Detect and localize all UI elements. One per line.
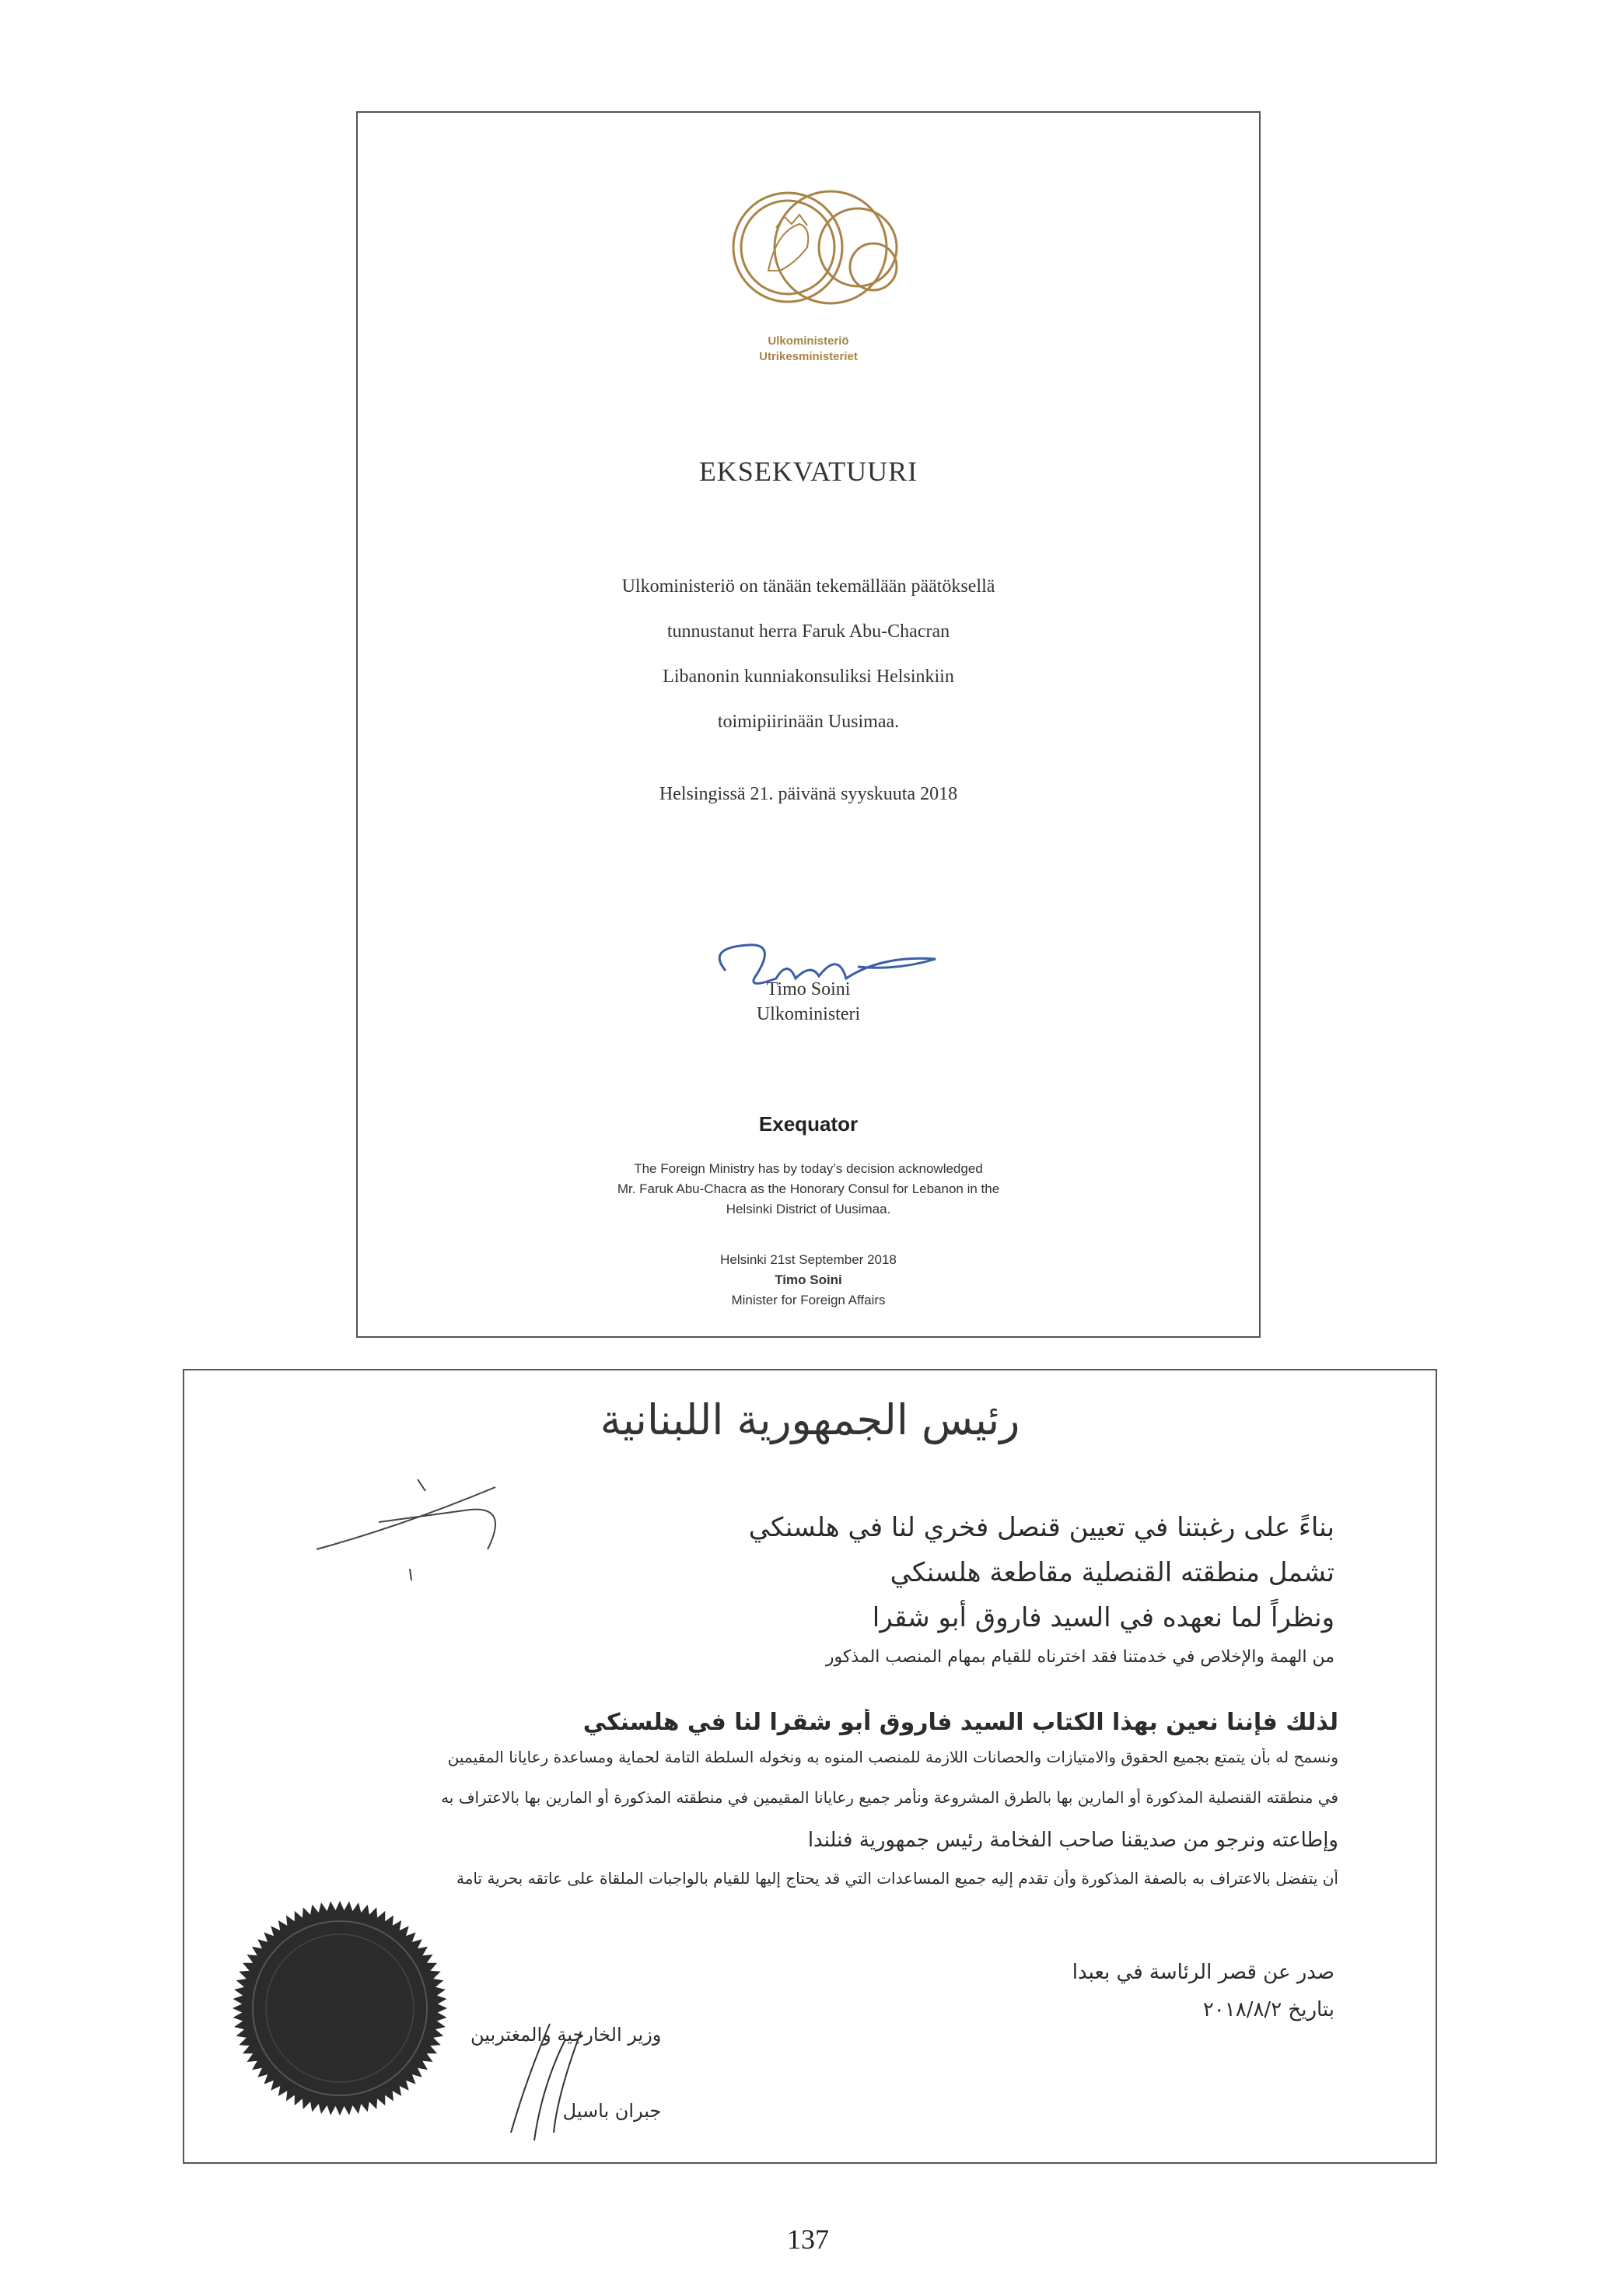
finnish-body-line: tunnustanut herra Faruk Abu-Chacran <box>666 621 950 642</box>
body-line: أن يتفضل بالاعتراف به بالصفة المذكورة وأن تقدم إليه جميع المساعدات التي قد يحتاج إليها للقيام بالواجبات الملقاة على عاتقه بحرية تامة <box>456 1869 1338 1888</box>
english-signatory-title: Minister for Foreign Affairs <box>731 1293 886 1307</box>
issued-block <box>1072 1954 1334 2028</box>
issued-place: صدر عن قصر الرئاسة في بعبدا <box>1072 1961 1334 1984</box>
body-line: وإطاعته ونرجو من صديقنا صاحب الفخامة رئيس جمهورية فنلندا <box>807 1829 1338 1852</box>
english-title: Exequator <box>758 1112 859 1136</box>
decree-intro <box>324 1512 1334 1685</box>
intro-line: من الهمة والإخلاص في خدمتنا فقد اخترناه للقيام بمهام المنصب المذكور <box>825 1647 1334 1667</box>
finnish-body-line: Libanonin kunniakonsuliksi Helsinkiin <box>663 667 954 687</box>
english-footer <box>358 1250 1259 1311</box>
finnish-date-line: Helsingissä 21. päivänä syyskuuta 2018 <box>659 784 958 804</box>
english-body-line: Mr. Faruk Abu-Chacra as the Honorary Consul for Lebanon in the <box>617 1181 1000 1196</box>
minister-name: جبران باسيل <box>562 2100 662 2122</box>
finnish-exequatur-panel <box>356 111 1261 1338</box>
english-signatory: Timo Soini <box>775 1272 842 1287</box>
ministry-name-sv: Utrikesministeriet <box>759 350 858 363</box>
english-body <box>358 1159 1259 1220</box>
body-line: لذلك فإننا نعين بهذا الكتاب السيد فاروق أبو شقرا لنا في هلسنكي <box>582 1709 1338 1736</box>
finnish-body <box>358 564 1259 744</box>
english-body-line: Helsinki District of Uusimaa. <box>726 1202 891 1216</box>
body-line: ونسمح له بأن يتمتع بجميع الحقوق والامتيازات والحصانات اللازمة للمنصب المنوه به ونخوله السلطة التامة لحماية ومساعدة رعايانا المقيمين <box>447 1748 1338 1766</box>
intro-line: ونظراً لما نعهده في السيد فاروق أبو شقرا <box>872 1602 1334 1633</box>
official-seal-icon <box>231 1899 449 2117</box>
ministry-name-fi: Ulkoministeriö <box>768 334 849 348</box>
intro-line: تشمل منطقته القنصلية مقاطعة هلسنكي <box>890 1557 1334 1588</box>
signatory-name: Timo Soini <box>766 979 851 999</box>
minister-signature-arabic <box>464 2008 666 2148</box>
decree-body <box>243 1709 1338 1909</box>
issued-date: بتاريخ ٢٠١٨/٨/٢ <box>1202 1998 1334 2021</box>
body-line: في منطقته القنصلية المذكورة أو المارين بها بالطرق المشروعة ونأمر جميع رعايانا المقيمين في منطقته المذكورة أو المارين بها بالاعتراف به <box>441 1788 1338 1807</box>
minister-title: وزير الخارجية والمغتربين <box>470 2024 662 2046</box>
document-title: EKSEKVATUURI <box>698 456 918 487</box>
finnish-body-line: Ulkoministeriö on tänään tekemällään päätöksellä <box>621 576 995 597</box>
english-date: Helsinki 21st September 2018 <box>720 1252 897 1267</box>
page-number: 137 <box>787 2224 829 2255</box>
decree-header: رئيس الجمهورية اللبنانية <box>600 1395 1020 1444</box>
intro-line: بناءً على رغبتنا في تعيين قنصل فخري لنا في هلسنكي <box>748 1512 1334 1543</box>
english-body-line: The Foreign Ministry has by today’s decision acknowledged <box>634 1161 983 1176</box>
finnish-body-line: toimipiirinään Uusimaa. <box>717 712 900 732</box>
ministry-emblem-icon <box>714 154 908 348</box>
lebanese-decree-panel <box>183 1369 1437 2164</box>
signatory-title: Ulkoministeri <box>756 1004 861 1024</box>
